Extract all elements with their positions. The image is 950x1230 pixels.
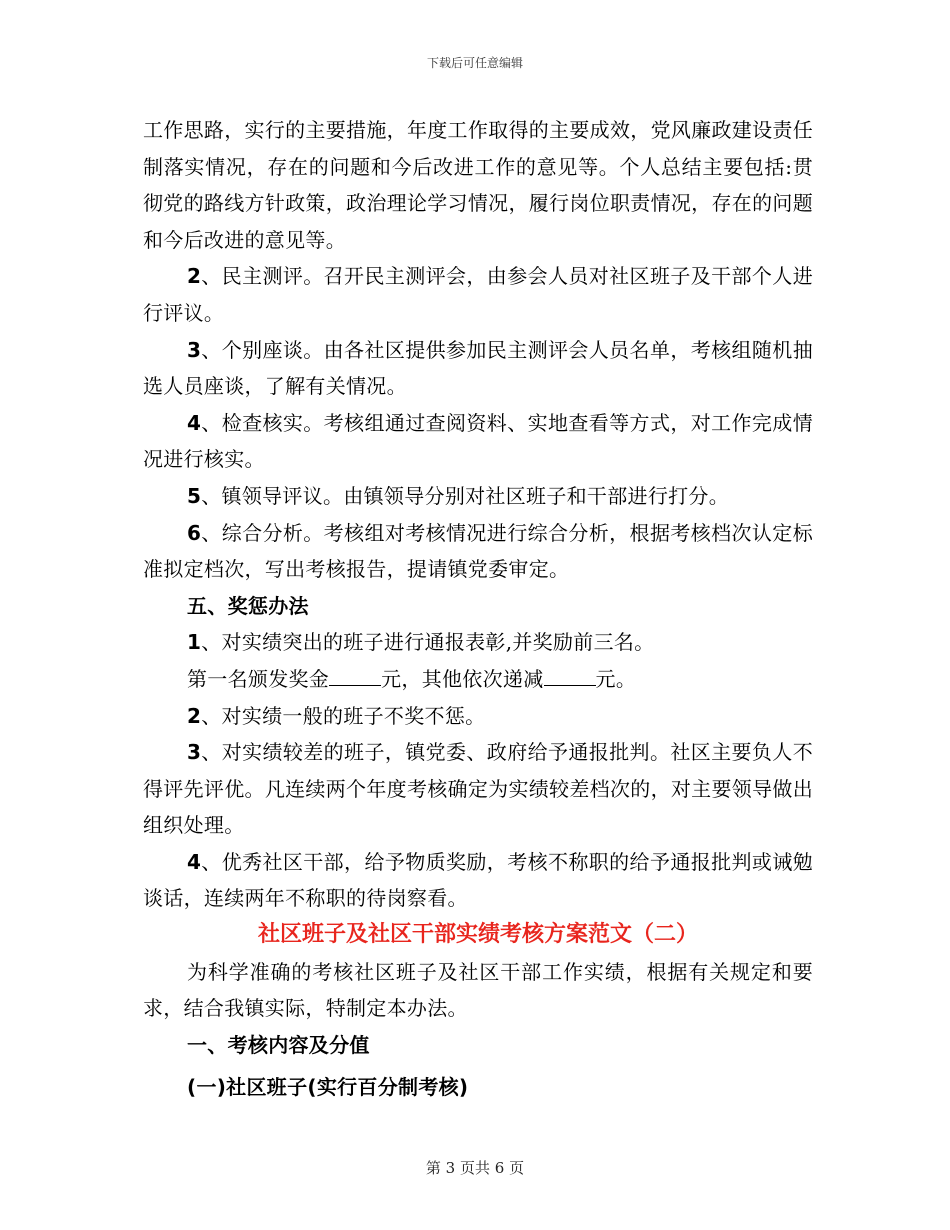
item-number: 4 <box>187 849 202 874</box>
page-header: 下载后可任意编辑 <box>426 56 523 70</box>
item-number: 5 <box>187 483 202 508</box>
item-number: 3 <box>187 337 202 362</box>
paragraph-text: 、镇领导评议。由镇领导分别对社区班子和干部进行打分。 <box>201 483 730 508</box>
paragraph-text: 、对实绩一般的班子不奖不惩。 <box>201 703 486 728</box>
item-number: 2 <box>187 703 202 728</box>
paragraph-text: 、个别座谈。由各社区提供参加民主测评会人员名单，考核组随机抽选人员座谈，了解有关情况。 <box>143 337 813 399</box>
item-number: 6 <box>187 520 202 545</box>
paragraph-text: 元。 <box>595 666 637 691</box>
paragraph-text: 、优秀社区干部，给予物质奖励，考核不称职的给予通报批判或诫勉谈话，连续两年不称职的待岗察看。 <box>143 849 813 911</box>
paragraph: 工作思路，实行的主要措施，年度工作取得的主要成效，党风廉政建设责任制落实情况，存在的问题和今后改进工作的意见等。个人总结主要包括:贯彻党的路线方针政策，政治理论学习情况，履行岗位职责情况，存在的问题和今后改进的意见等。 <box>143 118 813 252</box>
fill-in-blank <box>329 663 381 686</box>
paragraph-text: 第一名颁发奖金 <box>187 666 330 691</box>
paragraph <box>143 405 813 478</box>
paragraph <box>143 332 813 405</box>
paragraph-text: 、对实绩突出的班子进行通报表彰,并奖励前三名。 <box>201 630 655 655</box>
paragraph: 为科学准确的考核社区班子及社区干部工作实绩，根据有关规定和要求，结合我镇实际，特制定本办法。 <box>143 959 813 1021</box>
fill-in-blank <box>544 663 596 686</box>
section-heading: 五、奖惩办法 <box>187 593 309 618</box>
paragraph-text: 、对实绩较差的班子，镇党委、政府给予通报批判。社区主要负人不得评先评优。凡连续两个年度考核确定为实绩较差档次的，对主要领导做出组织处理。 <box>143 740 813 838</box>
paragraph <box>143 515 813 588</box>
paragraph <box>143 698 813 735</box>
paragraph <box>143 258 813 331</box>
paragraph <box>143 661 813 698</box>
paragraph-text: 、综合分析。考核组对考核情况进行综合分析，根据考核档次认定标准拟定档次，写出考核报告，提请镇党委审定。 <box>143 520 813 582</box>
paragraph <box>143 478 813 515</box>
item-number: 2 <box>187 264 202 289</box>
document-body <box>143 112 813 1106</box>
page-footer: 第 3 页共 6 页 <box>425 1159 525 1177</box>
section-title: 社区班子及社区干部实绩考核方案范文（二） <box>257 922 698 948</box>
paragraph-text: 、检查核实。考核组通过查阅资料、实地查看等方式，对工作完成情况进行核实。 <box>143 410 813 472</box>
item-number: 4 <box>187 410 202 435</box>
paragraph <box>143 624 813 661</box>
paragraph-text: 、民主测评。召开民主测评会，由参会人员对社区班子及干部个人进行评议。 <box>143 264 813 325</box>
item-number: 3 <box>187 740 202 765</box>
paragraph <box>143 844 813 917</box>
paragraph <box>143 734 813 844</box>
paragraph-text: 元，其他依次递减 <box>381 666 544 691</box>
subsection-heading: (一)社区班子(实行百分制考核) <box>187 1075 469 1100</box>
item-number: 1 <box>187 630 202 655</box>
section-heading: 一、考核内容及分值 <box>187 1032 370 1057</box>
